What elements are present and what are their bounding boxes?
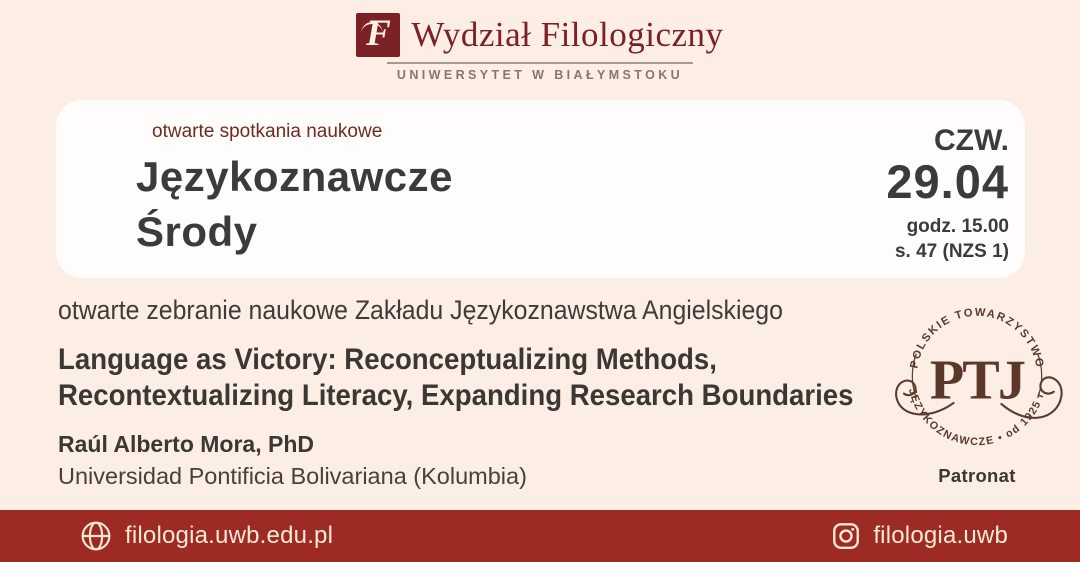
series-title-line2: Środy: [136, 207, 258, 255]
website-url: filologia.uwb.edu.pl: [125, 522, 334, 549]
university-header: [0, 13, 1080, 82]
header-divider: [387, 62, 693, 64]
ptj-arc-bottom-text: JĘZYKOZNAWCZE • od 1925 r.: [906, 387, 1048, 449]
series-title-line1: Językoznawcze: [136, 153, 453, 200]
event-weekday: CZW.: [934, 124, 1009, 157]
event-card: [56, 100, 1025, 278]
website-link[interactable]: [80, 520, 333, 552]
patronat-label: Patronat: [938, 465, 1016, 486]
event-date: 29.04: [886, 155, 1009, 208]
faculty-logo-icon: [356, 13, 400, 57]
ptj-arc-top-text: POLSKIE TOWARZYSTWO: [908, 306, 1046, 370]
faculty-logo-letter: F: [366, 13, 391, 54]
talk-title: [58, 342, 853, 414]
speaker-affiliation: Universidad Pontificia Bolivariana (Kolumbia): [58, 463, 527, 489]
event-card-left: [136, 120, 453, 278]
footer-bar: [0, 510, 1080, 562]
talk-title-line1: Language as Victory: Reconceptualizing Methods,: [58, 343, 717, 376]
ptj-logo-icon: [888, 297, 1066, 449]
university-name: UNIWERSYTET W BIAŁYMSTOKU: [396, 67, 684, 82]
series-title: [136, 150, 453, 259]
speaker-name: Raúl Alberto Mora, PhD: [58, 431, 314, 457]
ptj-patronage-block: [888, 297, 1066, 487]
talk-title-line2: Recontextualizing Literacy, Expanding Research Boundaries: [58, 379, 854, 412]
globe-icon: [80, 520, 112, 552]
instagram-handle: filologia.uwb: [873, 522, 1008, 549]
faculty-name: Wydział Filologiczny: [411, 15, 724, 54]
talk-details: [58, 295, 923, 490]
instagram-icon: [831, 521, 861, 551]
event-kicker: otwarte spotkania naukowe: [152, 121, 383, 142]
meeting-subtitle: otwarte zebranie naukowe Zakładu Językoznawstwa Angielskiego: [58, 295, 783, 325]
event-time: godz. 15.00: [906, 215, 1009, 237]
instagram-link[interactable]: [831, 521, 1008, 551]
ptj-monogram: PTJ: [929, 349, 1025, 412]
event-room: s. 47 (NZS 1): [894, 240, 1009, 262]
event-datetime-block: [886, 120, 1009, 278]
